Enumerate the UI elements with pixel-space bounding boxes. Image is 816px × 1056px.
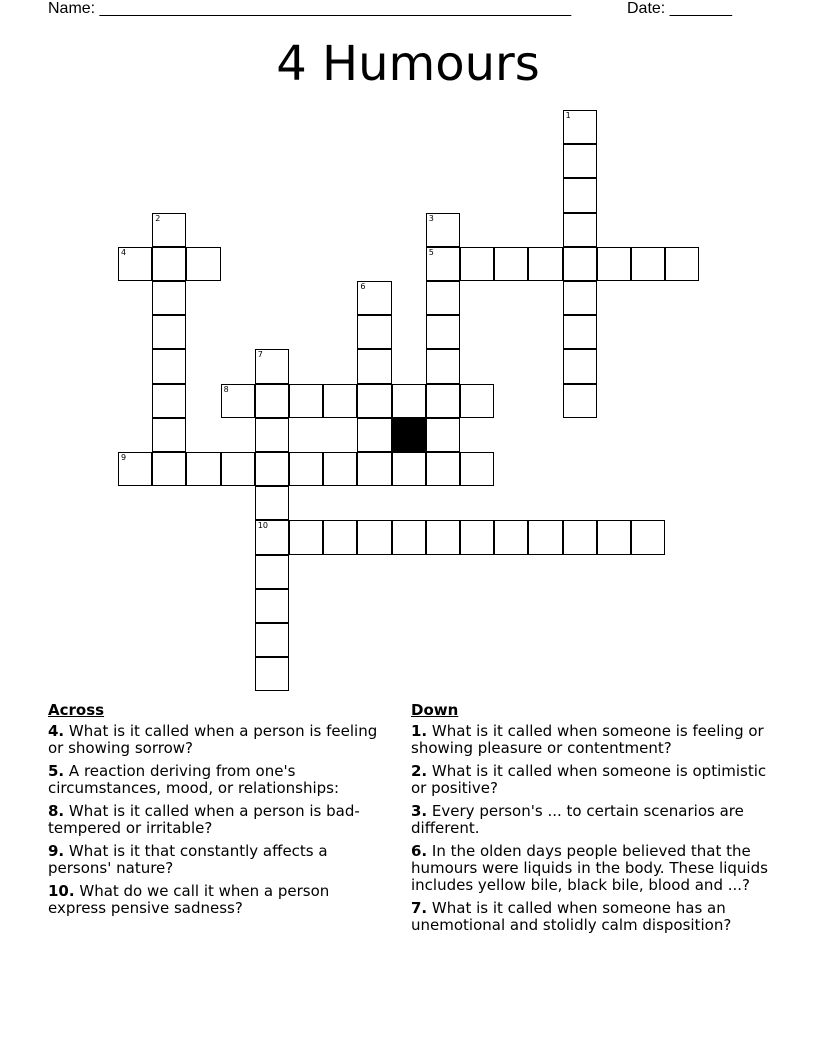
clue-number-label: 4 (121, 247, 127, 257)
down-clue (411, 723, 781, 757)
clue-number: 10. (48, 882, 75, 900)
clue-text: Every person's ... to certain scenarios are different. (411, 802, 744, 837)
down-clues (411, 702, 781, 940)
crossword-cell[interactable] (528, 520, 562, 554)
crossword-cell[interactable] (255, 418, 289, 452)
crossword-cell[interactable] (255, 589, 289, 623)
crossword-cell[interactable] (186, 452, 220, 486)
crossword-cell[interactable] (357, 418, 391, 452)
clue-text: What is it that constantly affects a persons' nature? (48, 842, 328, 877)
crossword-cell[interactable] (289, 520, 323, 554)
crossword-cell[interactable] (528, 247, 562, 281)
crossword-cell[interactable] (289, 452, 323, 486)
down-clue (411, 763, 781, 797)
clue-number: 5. (48, 762, 65, 780)
crossword-cell[interactable] (460, 247, 494, 281)
crossword-cell[interactable] (323, 452, 357, 486)
crossword-cell[interactable] (186, 247, 220, 281)
down-clue (411, 843, 781, 894)
crossword-cell[interactable] (392, 520, 426, 554)
clue-number: 7. (411, 899, 428, 917)
across-clue (48, 763, 388, 797)
crossword-cell[interactable] (152, 349, 186, 383)
crossword-cell[interactable] (631, 247, 665, 281)
crossword-cell[interactable] (426, 315, 460, 349)
clue-text: What is it called when someone is feeling or showing pleasure or contentment? (411, 722, 764, 757)
crossword-cell[interactable] (255, 520, 289, 554)
crossword-cell[interactable] (392, 452, 426, 486)
crossword-cell[interactable] (426, 418, 460, 452)
crossword-cell[interactable] (357, 281, 391, 315)
crossword-block (392, 418, 426, 452)
crossword-cell[interactable] (118, 247, 152, 281)
clue-number: 2. (411, 762, 428, 780)
crossword-cell[interactable] (221, 452, 255, 486)
clue-text: A reaction deriving from one's circumstances, mood, or relationships: (48, 762, 340, 797)
crossword-cell[interactable] (255, 555, 289, 589)
crossword-cell[interactable] (494, 520, 528, 554)
crossword-cell[interactable] (426, 452, 460, 486)
crossword-cell[interactable] (152, 315, 186, 349)
crossword-cell[interactable] (426, 520, 460, 554)
clue-text: What is it called when someone has an unemotional and stolidly calm disposition? (411, 899, 732, 934)
crossword-cell[interactable] (563, 247, 597, 281)
crossword-cell[interactable] (563, 349, 597, 383)
across-clues (48, 702, 388, 923)
crossword-cell[interactable] (460, 452, 494, 486)
crossword-cell[interactable] (289, 384, 323, 418)
crossword-cell[interactable] (563, 213, 597, 247)
clue-number-label: 2 (155, 213, 161, 223)
clue-number: 3. (411, 802, 428, 820)
clue-number: 8. (48, 802, 65, 820)
clue-number-label: 8 (223, 384, 229, 394)
crossword-cell[interactable] (152, 384, 186, 418)
crossword-cell[interactable] (426, 213, 460, 247)
crossword-cell[interactable] (597, 520, 631, 554)
crossword-cell[interactable] (323, 384, 357, 418)
clue-number: 4. (48, 722, 65, 740)
clue-number-label: 9 (121, 453, 127, 462)
crossword-cell[interactable] (426, 349, 460, 383)
crossword-cell[interactable] (494, 247, 528, 281)
clue-number-label: 6 (360, 282, 366, 291)
clue-number: 9. (48, 842, 65, 860)
crossword-cell[interactable] (152, 418, 186, 452)
down-clue (411, 900, 781, 934)
crossword-cell[interactable] (357, 349, 391, 383)
crossword-cell[interactable] (255, 452, 289, 486)
crossword-cell[interactable] (323, 520, 357, 554)
date-field[interactable]: Date: _______ (627, 0, 732, 17)
crossword-cell[interactable] (255, 657, 289, 691)
across-clue (48, 883, 388, 917)
crossword-cell[interactable] (563, 144, 597, 178)
clue-number-label: 3 (428, 213, 434, 223)
crossword-cell[interactable] (563, 315, 597, 349)
crossword-cell[interactable] (152, 213, 186, 247)
crossword-cell[interactable] (255, 623, 289, 657)
clue-number-label: 5 (428, 247, 434, 257)
crossword-cell[interactable] (221, 384, 255, 418)
crossword-cell[interactable] (357, 384, 391, 418)
crossword-cell[interactable] (563, 178, 597, 212)
crossword-cell[interactable] (152, 247, 186, 281)
crossword-cell[interactable] (426, 384, 460, 418)
clue-text: What is it called when someone is optimistic or positive? (411, 762, 767, 797)
across-clue (48, 723, 388, 757)
across-heading: Across (48, 701, 105, 719)
crossword-cell[interactable] (152, 281, 186, 315)
crossword-cell[interactable] (460, 384, 494, 418)
clue-text: What is it called when a person is feeling or showing sorrow? (48, 722, 378, 757)
crossword-cell[interactable] (152, 452, 186, 486)
clue-text: What is it called when a person is bad-tempered or irritable? (48, 802, 360, 837)
crossword-cell[interactable] (255, 384, 289, 418)
clue-text: In the olden days people believed that the humours were liquids in the body. These liquids includes yellow bile, black bile, blood and ...? (411, 842, 768, 894)
clue-number: 1. (411, 722, 428, 740)
across-clue (48, 843, 388, 877)
page-title: 4 Humours (276, 36, 540, 92)
crossword-cell[interactable] (563, 110, 597, 144)
clue-number-label: 10 (257, 521, 268, 531)
crossword-cell[interactable] (563, 281, 597, 315)
name-field[interactable]: Name: _____________________________________________________ (48, 0, 572, 17)
crossword-cell[interactable] (631, 520, 665, 554)
crossword-cell[interactable] (665, 247, 699, 281)
crossword-cell[interactable] (357, 452, 391, 486)
crossword-cell[interactable] (357, 315, 391, 349)
crossword-cell[interactable] (255, 349, 289, 383)
crossword-cell[interactable] (426, 247, 460, 281)
crossword-cell[interactable] (563, 384, 597, 418)
crossword-cell[interactable] (597, 247, 631, 281)
across-clue (48, 803, 388, 837)
crossword-cell[interactable] (426, 281, 460, 315)
clue-text: What do we call it when a person express pensive sadness? (48, 882, 330, 917)
crossword-cell[interactable] (460, 520, 494, 554)
crossword-cell[interactable] (563, 520, 597, 554)
crossword-cell[interactable] (255, 486, 289, 520)
down-heading: Down (411, 701, 459, 719)
clue-number-label: 7 (257, 350, 263, 360)
crossword-cell[interactable] (357, 520, 391, 554)
crossword-cell[interactable] (118, 452, 152, 486)
clue-number-label: 1 (565, 111, 571, 120)
down-clue (411, 803, 781, 837)
crossword-cell[interactable] (392, 384, 426, 418)
clue-number: 6. (411, 842, 428, 860)
